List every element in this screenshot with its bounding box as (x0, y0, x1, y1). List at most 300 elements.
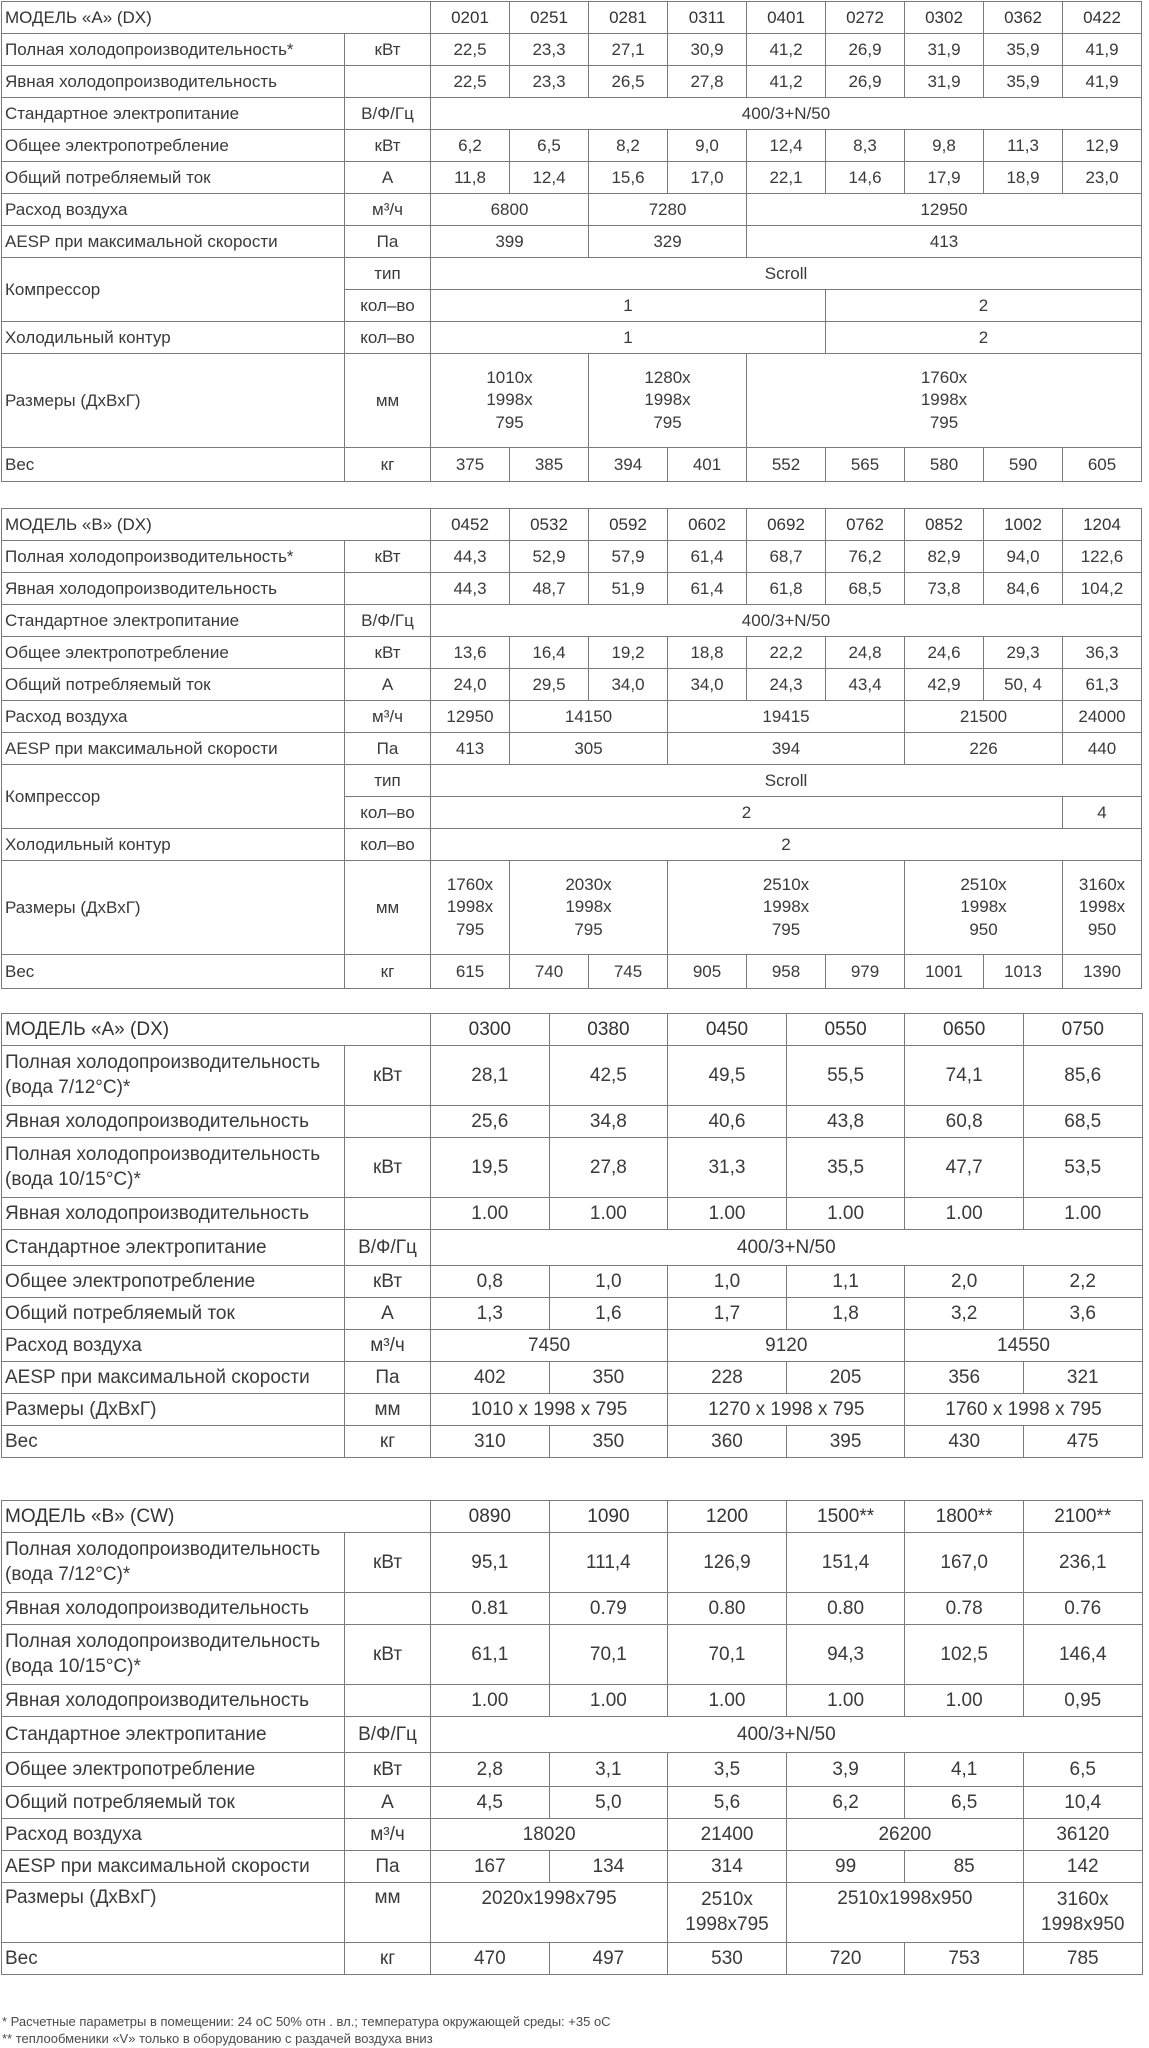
value-cell: 111,4 (549, 1533, 668, 1593)
value-cell: 10,4 (1023, 1787, 1142, 1819)
value-cell: 70,1 (549, 1625, 668, 1685)
model-cell: 0692 (747, 509, 826, 541)
value-cell: 7280 (589, 194, 747, 226)
row-label: Холодильный контур (2, 829, 345, 861)
value-cell: 5,0 (549, 1787, 668, 1819)
unit-cell (345, 66, 431, 98)
value-cell: 52,9 (510, 541, 589, 573)
row-label: Общее электропотребление (2, 1266, 345, 1298)
value-cell: 50, 4 (984, 669, 1063, 701)
value-cell: 24,0 (431, 669, 510, 701)
unit-cell: м³/ч (345, 1330, 431, 1362)
model-cell: 0281 (589, 2, 668, 34)
row-label: Размеры (ДхВхГ) (2, 1883, 345, 1943)
value-cell: 2020x1998x795 (431, 1883, 668, 1943)
value-cell: 9120 (668, 1330, 905, 1362)
row-label: Расход воздуха (2, 1819, 345, 1851)
value-cell: 228 (668, 1362, 787, 1394)
value-cell: 1,6 (549, 1298, 668, 1330)
value-cell: 605 (1063, 448, 1142, 482)
value-cell: 4 (1063, 797, 1142, 829)
unit-cell: кВт (345, 1266, 431, 1298)
value-cell: 7450 (431, 1330, 668, 1362)
value-cell: 6,2 (786, 1787, 905, 1819)
value-cell: 2510x1998x950 (786, 1883, 1023, 1943)
value-cell: 34,0 (589, 669, 668, 701)
value-cell: 19415 (668, 701, 905, 733)
table-row (2, 1685, 1143, 1717)
table-row (2, 701, 1142, 733)
value-cell: 0.80 (668, 1593, 787, 1625)
value-cell: 979 (826, 955, 905, 989)
value-cell: 399 (431, 226, 589, 258)
value-cell: 3,5 (668, 1753, 787, 1787)
value-cell: 12,4 (510, 162, 589, 194)
value-cell: 314 (668, 1851, 787, 1883)
table-row (2, 1106, 1143, 1138)
value-cell: 12,4 (747, 130, 826, 162)
table-row (2, 541, 1142, 573)
model-cell: 0362 (984, 2, 1063, 34)
value-cell: 329 (589, 226, 747, 258)
unit-cell: А (345, 1787, 431, 1819)
value-cell: 0.81 (431, 1593, 550, 1625)
value-cell: 26,9 (826, 66, 905, 98)
value-cell: 74,1 (905, 1046, 1024, 1106)
unit-cell: тип (345, 765, 431, 797)
model-cell: 1090 (549, 1501, 668, 1533)
unit-cell: А (345, 162, 431, 194)
unit-cell: кол–во (345, 290, 431, 322)
table-row (2, 194, 1142, 226)
value-cell: 82,9 (905, 541, 984, 573)
unit-cell: А (345, 669, 431, 701)
value-cell: 26200 (786, 1819, 1023, 1851)
table-row (2, 354, 1142, 448)
row-label: Явная холодопроизводительность (2, 1685, 345, 1717)
value-cell: 1280x 1998x 795 (589, 354, 747, 448)
value-cell: 26,5 (589, 66, 668, 98)
value-cell: 497 (549, 1943, 668, 1975)
value-cell: 151,4 (786, 1533, 905, 1593)
row-label: Общее электропотребление (2, 130, 345, 162)
unit-cell: кг (345, 448, 431, 482)
value-cell: 53,5 (1023, 1138, 1142, 1198)
table-row (2, 1943, 1143, 1975)
row-label: Размеры (ДхВхГ) (2, 1394, 345, 1426)
unit-cell: В/Ф/Гц (345, 98, 431, 130)
table-row (2, 605, 1142, 637)
value-cell: 9,8 (905, 130, 984, 162)
value-cell: 360 (668, 1426, 787, 1458)
spec-table-model-b-cw (1, 1500, 1143, 1975)
table-row (2, 1819, 1143, 1851)
value-cell: Scroll (431, 765, 1142, 797)
value-cell: 51,9 (589, 573, 668, 605)
unit-cell (345, 1198, 431, 1230)
value-cell: 440 (1063, 733, 1142, 765)
row-label: Общее электропотребление (2, 1753, 345, 1787)
value-cell: 1.00 (431, 1685, 550, 1717)
value-cell: 1,8 (786, 1298, 905, 1330)
value-cell: 9,0 (668, 130, 747, 162)
value-cell: 552 (747, 448, 826, 482)
model-cell: 0762 (826, 509, 905, 541)
value-cell: 1.00 (905, 1685, 1024, 1717)
row-label: Полная холодопроизводительность (вода 7/12°C)* (2, 1046, 345, 1106)
value-cell: 31,3 (668, 1138, 787, 1198)
value-cell: 590 (984, 448, 1063, 482)
value-cell: 413 (747, 226, 1142, 258)
row-label: Стандартное электропитание (2, 605, 345, 637)
value-cell: 68,7 (747, 541, 826, 573)
table-row (2, 1230, 1143, 1266)
model-cell: 0302 (905, 2, 984, 34)
value-cell: 753 (905, 1943, 1024, 1975)
value-cell: 1013 (984, 955, 1063, 989)
value-cell: 1760 x 1998 x 795 (905, 1394, 1142, 1426)
unit-cell: Па (345, 1851, 431, 1883)
value-cell: 530 (668, 1943, 787, 1975)
table-row (2, 733, 1142, 765)
row-label: Компрессор (2, 765, 345, 829)
value-cell: 47,7 (905, 1138, 1024, 1198)
value-cell: 401 (668, 448, 747, 482)
value-cell: 43,8 (786, 1106, 905, 1138)
table-title: МОДЕЛЬ «B» (CW) (2, 1501, 431, 1533)
footnote-conditions: * Расчетные параметры в помещении: 24 оС 50% отн . вл.; температура окружающей среды: +35 оС (2, 2014, 611, 2029)
row-label: AESP при максимальной скорости (2, 1362, 345, 1394)
unit-cell: кВт (345, 34, 431, 66)
value-cell: 2510x 1998x795 (668, 1883, 787, 1943)
table-row (2, 1266, 1143, 1298)
row-label: Вес (2, 448, 345, 482)
row-label: Явная холодопроизводительность (2, 66, 345, 98)
value-cell: 27,8 (549, 1138, 668, 1198)
value-cell: 126,9 (668, 1533, 787, 1593)
unit-cell: м³/ч (345, 1819, 431, 1851)
row-label: AESP при максимальной скорости (2, 733, 345, 765)
value-cell: 30,9 (668, 34, 747, 66)
row-label: Явная холодопроизводительность (2, 1198, 345, 1230)
table-header-row (2, 1501, 1143, 1533)
value-cell: 4,5 (431, 1787, 550, 1819)
value-cell: 615 (431, 955, 510, 989)
unit-cell: кол–во (345, 829, 431, 861)
unit-cell: Па (345, 226, 431, 258)
model-cell: 0380 (549, 1014, 668, 1046)
value-cell: 6,5 (510, 130, 589, 162)
value-cell: 15,6 (589, 162, 668, 194)
unit-cell (345, 573, 431, 605)
row-label: Стандартное электропитание (2, 1717, 345, 1753)
value-cell: 27,8 (668, 66, 747, 98)
model-cell: 0300 (431, 1014, 550, 1046)
table-row (2, 258, 1142, 290)
value-cell: 0.80 (786, 1593, 905, 1625)
table-row (2, 1717, 1143, 1753)
row-label: Явная холодопроизводительность (2, 1106, 345, 1138)
table-row (2, 829, 1142, 861)
row-label: Размеры (ДхВхГ) (2, 354, 345, 448)
value-cell: 400/3+N/50 (431, 1230, 1143, 1266)
value-cell: 1 (431, 290, 826, 322)
value-cell: 11,8 (431, 162, 510, 194)
value-cell: 73,8 (905, 573, 984, 605)
unit-cell: мм (345, 1883, 431, 1943)
value-cell: 85,6 (1023, 1046, 1142, 1106)
value-cell: 142 (1023, 1851, 1142, 1883)
unit-cell: кВт (345, 130, 431, 162)
model-cell: 0452 (431, 509, 510, 541)
model-cell: 0422 (1063, 2, 1142, 34)
unit-cell: Па (345, 733, 431, 765)
value-cell: 5,6 (668, 1787, 787, 1819)
unit-cell: В/Ф/Гц (345, 1230, 431, 1266)
model-cell: 0550 (786, 1014, 905, 1046)
unit-cell: м³/ч (345, 701, 431, 733)
value-cell: 0,95 (1023, 1685, 1142, 1717)
value-cell: 0.78 (905, 1593, 1024, 1625)
table-row (2, 1753, 1143, 1787)
value-cell: 18,9 (984, 162, 1063, 194)
value-cell: 85 (905, 1851, 1024, 1883)
table-row (2, 1046, 1143, 1106)
value-cell: 61,4 (668, 573, 747, 605)
value-cell: 23,0 (1063, 162, 1142, 194)
table-header-row (2, 509, 1142, 541)
value-cell: 400/3+N/50 (431, 605, 1142, 637)
value-cell: 430 (905, 1426, 1024, 1458)
value-cell: 6,5 (1023, 1753, 1142, 1787)
model-cell: 0852 (905, 509, 984, 541)
table-row (2, 66, 1142, 98)
value-cell: 2 (826, 322, 1142, 354)
value-cell: 375 (431, 448, 510, 482)
row-label: Стандартное электропитание (2, 1230, 345, 1266)
unit-cell (345, 1106, 431, 1138)
value-cell: 4,1 (905, 1753, 1024, 1787)
value-cell: 61,4 (668, 541, 747, 573)
unit-cell (345, 1685, 431, 1717)
value-cell: 24,3 (747, 669, 826, 701)
model-cell: 0251 (510, 2, 589, 34)
value-cell: 122,6 (1063, 541, 1142, 573)
value-cell: 1001 (905, 955, 984, 989)
row-label: Полная холодопроизводительность* (2, 34, 345, 66)
unit-cell: мм (345, 354, 431, 448)
value-cell: 49,5 (668, 1046, 787, 1106)
value-cell: 23,3 (510, 34, 589, 66)
unit-cell: кол–во (345, 322, 431, 354)
table-row (2, 1298, 1143, 1330)
value-cell: 48,7 (510, 573, 589, 605)
row-label: Общий потребляемый ток (2, 669, 345, 701)
value-cell: 2,2 (1023, 1266, 1142, 1298)
value-cell: 350 (549, 1362, 668, 1394)
row-label: AESP при максимальной скорости (2, 226, 345, 258)
value-cell: 41,9 (1063, 66, 1142, 98)
value-cell: 3160x 1998x 950 (1063, 861, 1142, 955)
row-label: Общий потребляемый ток (2, 1298, 345, 1330)
value-cell: 28,1 (431, 1046, 550, 1106)
table-row (2, 1198, 1143, 1230)
value-cell: 24,8 (826, 637, 905, 669)
value-cell: 55,5 (786, 1046, 905, 1106)
unit-cell: м³/ч (345, 194, 431, 226)
unit-cell: кол–во (345, 797, 431, 829)
table-row (2, 226, 1142, 258)
model-cell: 0532 (510, 509, 589, 541)
value-cell: 29,5 (510, 669, 589, 701)
value-cell: 167 (431, 1851, 550, 1883)
value-cell: 394 (589, 448, 668, 482)
value-cell: 102,5 (905, 1625, 1024, 1685)
row-label: Компрессор (2, 258, 345, 322)
value-cell: 134 (549, 1851, 668, 1883)
value-cell: 2030x 1998x 795 (510, 861, 668, 955)
value-cell: 26,9 (826, 34, 905, 66)
value-cell: 167,0 (905, 1533, 1024, 1593)
table-title: МОДЕЛЬ «A» (DX) (2, 1014, 431, 1046)
row-label: Расход воздуха (2, 194, 345, 226)
value-cell: 2 (826, 290, 1142, 322)
model-cell: 0450 (668, 1014, 787, 1046)
table-row (2, 573, 1142, 605)
value-cell: 1010 x 1998 x 795 (431, 1394, 668, 1426)
value-cell: 42,9 (905, 669, 984, 701)
value-cell: 321 (1023, 1362, 1142, 1394)
unit-cell: мм (345, 861, 431, 955)
table-row (2, 1787, 1143, 1819)
value-cell: 1.00 (905, 1198, 1024, 1230)
row-label: Полная холодопроизводительность* (2, 541, 345, 573)
value-cell: 1,0 (668, 1266, 787, 1298)
value-cell: 41,9 (1063, 34, 1142, 66)
value-cell: 19,2 (589, 637, 668, 669)
value-cell: 3160x 1998x950 (1023, 1883, 1142, 1943)
unit-cell: кВт (345, 1533, 431, 1593)
value-cell: 3,2 (905, 1298, 1024, 1330)
unit-cell: В/Ф/Гц (345, 605, 431, 637)
value-cell: 8,2 (589, 130, 668, 162)
table-row (2, 1533, 1143, 1593)
model-cell: 1500** (786, 1501, 905, 1533)
value-cell: 3,9 (786, 1753, 905, 1787)
table-row (2, 130, 1142, 162)
value-cell: 40,6 (668, 1106, 787, 1138)
value-cell: 1.00 (668, 1198, 787, 1230)
model-cell: 0311 (668, 2, 747, 34)
value-cell: 1760x 1998x 795 (431, 861, 510, 955)
table-row (2, 1625, 1143, 1685)
row-label: Явная холодопроизводительность (2, 1593, 345, 1625)
value-cell: 1390 (1063, 955, 1142, 989)
value-cell: 70,1 (668, 1625, 787, 1685)
table-row (2, 1883, 1143, 1943)
unit-cell: Па (345, 1362, 431, 1394)
value-cell: 35,9 (984, 34, 1063, 66)
row-label: Общее электропотребление (2, 637, 345, 669)
table-row (2, 861, 1142, 955)
table-header-row (2, 2, 1142, 34)
value-cell: 12,9 (1063, 130, 1142, 162)
unit-cell: кВт (345, 541, 431, 573)
value-cell: 1.00 (549, 1198, 668, 1230)
table-row (2, 1362, 1143, 1394)
row-label: Расход воздуха (2, 701, 345, 733)
value-cell: 740 (510, 955, 589, 989)
model-cell: 0401 (747, 2, 826, 34)
table-row (2, 1593, 1143, 1625)
value-cell: 2,8 (431, 1753, 550, 1787)
table-title: МОДЕЛЬ «B» (DX) (2, 509, 431, 541)
value-cell: 305 (510, 733, 668, 765)
table-row (2, 1426, 1143, 1458)
model-cell: 0272 (826, 2, 905, 34)
value-cell: 146,4 (1023, 1625, 1142, 1685)
value-cell: 356 (905, 1362, 1024, 1394)
value-cell: 395 (786, 1426, 905, 1458)
table-row (2, 448, 1142, 482)
unit-cell (345, 1593, 431, 1625)
spec-table-model-b-dx (1, 508, 1142, 989)
value-cell: 1.00 (786, 1198, 905, 1230)
value-cell: 22,5 (431, 34, 510, 66)
value-cell: 21400 (668, 1819, 787, 1851)
value-cell: 60,8 (905, 1106, 1024, 1138)
unit-cell: кг (345, 1426, 431, 1458)
value-cell: 350 (549, 1426, 668, 1458)
value-cell: 94,0 (984, 541, 1063, 573)
value-cell: 8,3 (826, 130, 905, 162)
value-cell: 22,5 (431, 66, 510, 98)
footnote-v-exchangers: ** теплообменики «V» только в оборудованию с раздачей воздуха вниз (2, 2031, 433, 2046)
unit-cell: кг (345, 955, 431, 989)
value-cell: 35,5 (786, 1138, 905, 1198)
row-label: Полная холодопроизводительность (вода 10/15°C)* (2, 1138, 345, 1198)
value-cell: 0.76 (1023, 1593, 1142, 1625)
unit-cell: кВт (345, 1138, 431, 1198)
value-cell: 61,1 (431, 1625, 550, 1685)
table-row (2, 34, 1142, 66)
value-cell: 12950 (747, 194, 1142, 226)
value-cell: 19,5 (431, 1138, 550, 1198)
value-cell: 1 (431, 322, 826, 354)
value-cell: 14550 (905, 1330, 1142, 1362)
table-row (2, 637, 1142, 669)
value-cell: 905 (668, 955, 747, 989)
value-cell: 43,4 (826, 669, 905, 701)
value-cell: 25,6 (431, 1106, 550, 1138)
value-cell: 400/3+N/50 (431, 1717, 1143, 1753)
value-cell: 3,1 (549, 1753, 668, 1787)
model-cell: 0650 (905, 1014, 1024, 1046)
row-label: Общий потребляемый ток (2, 162, 345, 194)
value-cell: 13,6 (431, 637, 510, 669)
unit-cell: мм (345, 1394, 431, 1426)
model-cell: 0592 (589, 509, 668, 541)
model-cell: 0602 (668, 509, 747, 541)
value-cell: 24,6 (905, 637, 984, 669)
value-cell: 785 (1023, 1943, 1142, 1975)
value-cell: 12950 (431, 701, 510, 733)
value-cell: 41,2 (747, 34, 826, 66)
value-cell: 68,5 (826, 573, 905, 605)
table-title: МОДЕЛЬ «A» (DX) (2, 2, 431, 34)
value-cell: 580 (905, 448, 984, 482)
value-cell: 2 (431, 829, 1142, 861)
